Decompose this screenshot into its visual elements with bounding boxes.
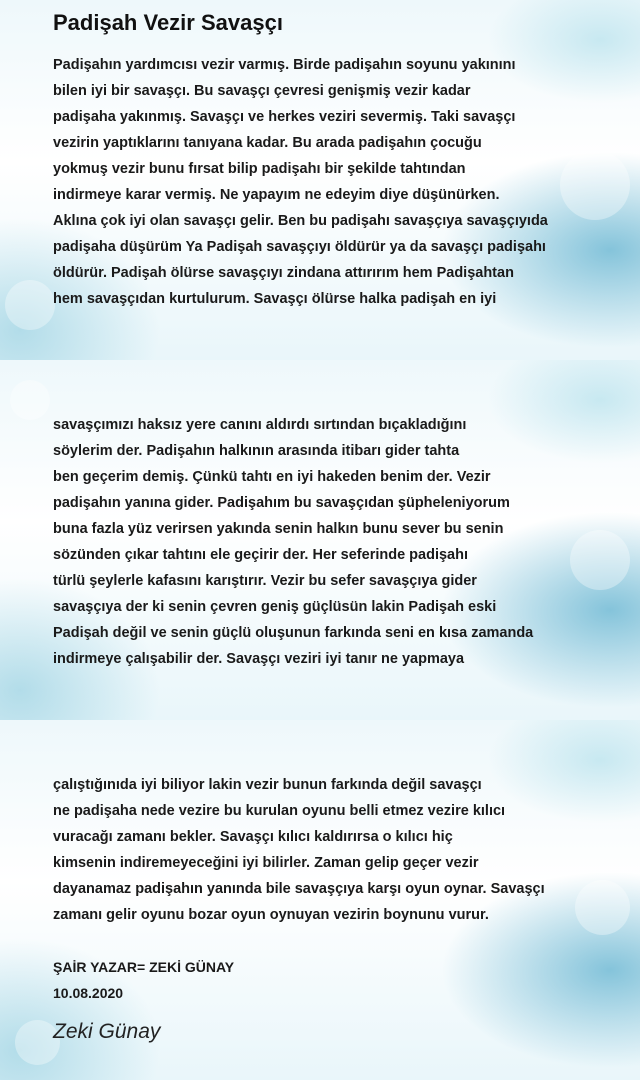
text-line: indirmeye çalışabilir der. Savaşçı veziri iyi tanır ne yapmaya	[53, 651, 465, 667]
text-line: çalıştığınıda iyi biliyor lakin vezir bunun farkında değil savaşçı	[53, 777, 482, 793]
text-line: padişahın yanına gider. Padişahım bu savaşçıdan şüpheleniyorum	[53, 495, 510, 511]
text-line: yokmuş vezir bunu fırsat bilip padişahı bir şekilde tahtından	[53, 161, 466, 177]
text-line: vuracağı zamanı bekler. Savaşçı kılıcı kaldırırsa o kılıcı hiç	[53, 829, 453, 845]
text-line: vezirin yaptıklarını tanıyana kadar. Bu arada padişahın çocuğu	[53, 135, 482, 151]
text-line: bilen iyi bir savaşçı. Bu savaşçı çevresi genişmiş vezir kadar	[53, 83, 471, 99]
poem-paragraph-1	[53, 52, 633, 312]
author-line: ŞAİR YAZAR= ZEKİ GÜNAY	[53, 959, 235, 975]
text-line: öldürür. Padişah ölürse savaşçıyı zindana attırırım hem Padişahtan	[53, 265, 514, 281]
page-panel-1	[0, 0, 640, 360]
text-line: padişaha düşürüm Ya Padişah savaşçıyı öldürür ya da savaşçı padişahı	[53, 239, 546, 255]
poem-paragraph-3	[53, 772, 633, 928]
text-line: ben geçerim demiş. Çünkü tahtı en iyi hakeden benim der. Vezir	[53, 469, 491, 485]
text-line: ne padişaha nede vezire bu kurulan oyunu belli etmez vezire kılıcı	[53, 803, 506, 819]
page-panel-2	[0, 360, 640, 720]
poem-title: Padişah Vezir Savaşçı	[53, 10, 283, 35]
author-block	[53, 954, 234, 1006]
bokeh-decoration	[10, 380, 50, 420]
text-line: Padişahın yardımcısı vezir varmış. Birde padişahın soyunu yakınını	[53, 57, 516, 73]
text-line: söylerim der. Padişahın halkının arasında itibarı gider tahta	[53, 443, 460, 459]
poem-date: 10.08.2020	[53, 985, 124, 1001]
text-line: hem savaşçıdan kurtulurum. Savaşçı ölürse halka padişah en iyi	[53, 291, 497, 307]
poem-paragraph-2	[53, 412, 633, 672]
text-line: savaşçıya der ki senin çevren geniş güçlüsün lakin Padişah eski	[53, 599, 497, 615]
text-line: kimsenin indiremeyeceğini iyi bilirler. Zaman gelip geçer vezir	[53, 855, 479, 871]
bokeh-decoration	[5, 280, 55, 330]
text-line: padişaha yakınmış. Savaşçı ve herkes veziri severmiş. Taki savaşçı	[53, 109, 516, 125]
author-signature: Zeki Günay	[53, 1020, 161, 1043]
text-line: buna fazla yüz verirsen yakında senin halkın bunu sever bu senin	[53, 521, 504, 537]
text-line: Padişah değil ve senin güçlü oluşunun farkında seni en kısa zamanda	[53, 625, 534, 641]
text-line: türlü şeylerle kafasını karıştırır. Vezir bu sefer savaşçıya gider	[53, 573, 477, 589]
text-line: savaşçımızı haksız yere canını aldırdı sırtından bıçakladığını	[53, 417, 467, 433]
text-line: sözünden çıkar tahtını ele geçirir der. Her seferinde padişahı	[53, 547, 468, 563]
text-line: indirmeye karar vermiş. Ne yapayım ne edeyim diye düşünürken.	[53, 187, 500, 203]
text-line: zamanı gelir oyunu bozar oyun oynuyan vezirin boynunu vurur.	[53, 907, 489, 923]
text-line: dayanamaz padişahın yanında bile savaşçıya karşı oyun oynar. Savaşçı	[53, 881, 545, 897]
text-line: Aklına çok iyi olan savaşçı gelir. Ben bu padişahı savaşçıya savaşçıyıda	[53, 213, 548, 229]
page-panel-3	[0, 720, 640, 1080]
